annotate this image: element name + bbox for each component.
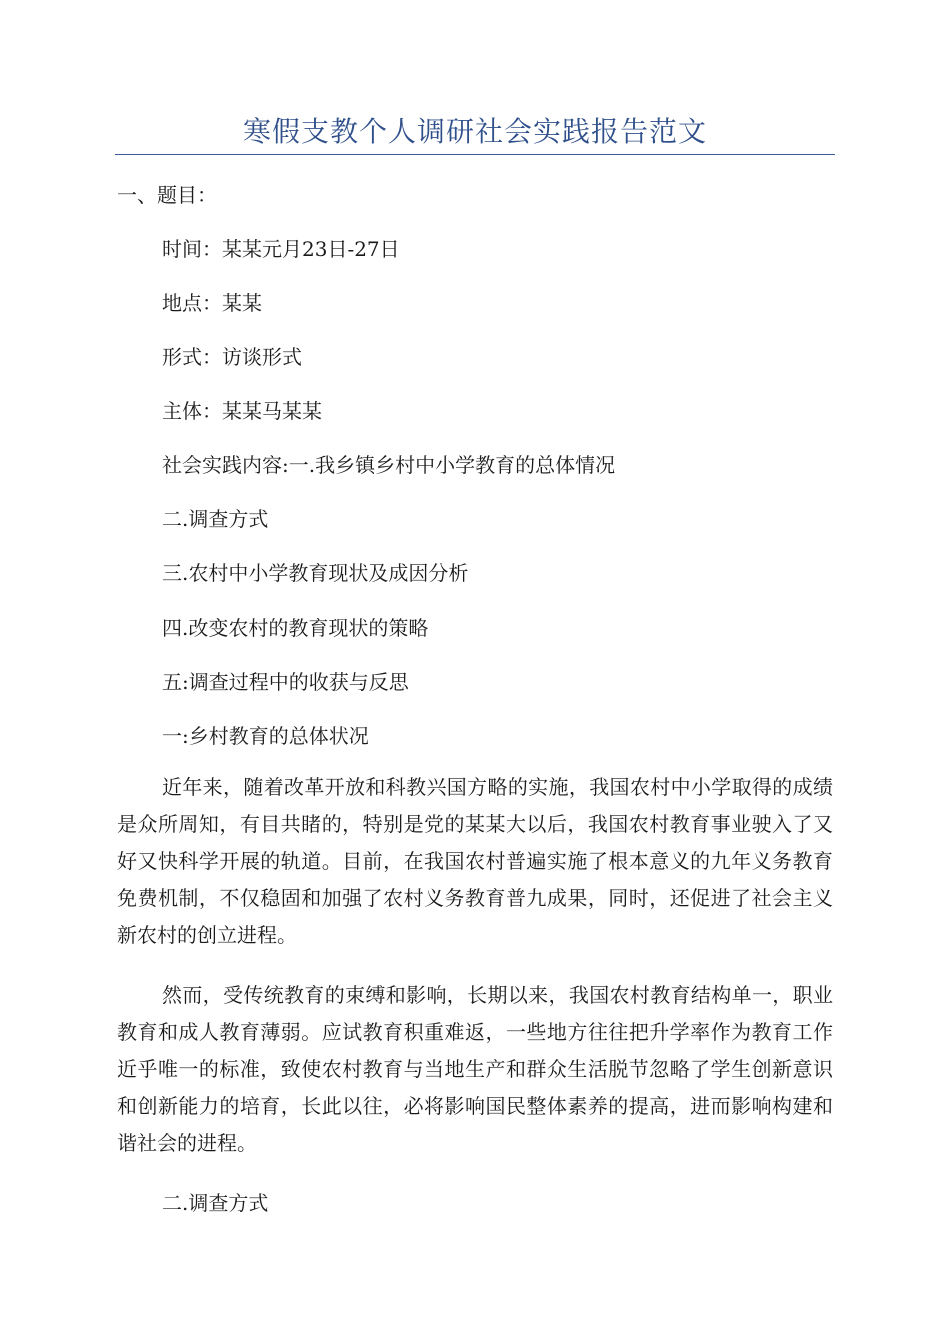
page-title: 寒假支教个人调研社会实践报告范文 (242, 115, 707, 148)
outline-item: 四.改变农村的教育现状的策略 (162, 616, 429, 640)
info-subject: 主体：某某马某某 (162, 399, 322, 423)
title-underline (115, 154, 835, 155)
outline-item: 二.调查方式 (162, 507, 269, 531)
section-heading: 二.调查方式 (162, 1191, 269, 1215)
info-time: 时间：某某元月23日-27日 (162, 237, 400, 261)
outline-item: 五:调查过程中的收获与反思 (162, 670, 409, 694)
body-paragraph: 近年来，随着改革开放和科教兴国方略的实施，我国农村中小学取得的成绩是众所周知，有目共睹的，特别是党的某某大以后，我国农村教育事业驶入了又好又快科学开展的轨道。目前，在我国农村普遍实施了根本意义的九年义务教育免费机制，不仅稳固和加强了农村义务教育普九成果，同时，还促进了社会主义新农村的创立进程。 (117, 775, 833, 947)
outline-item: 三.农村中小学教育现状及成因分析 (162, 561, 469, 585)
section-heading: 一:乡村教育的总体状况 (162, 724, 369, 748)
content-intro: 社会实践内容:一.我乡镇乡村中小学教育的总体情况 (162, 453, 616, 477)
body-paragraph: 然而，受传统教育的束缚和影响，长期以来，我国农村教育结构单一，职业教育和成人教育薄弱。应试教育积重难返，一些地方往往把升学率作为教育工作近乎唯一的标准，致使农村教育与当地生产和群众生活脱节忽略了学生创新意识和创新能力的培育，长此以往，必将影响国民整体素养的提高，进而影响构建和谐社会的进程。 (117, 983, 833, 1155)
info-place: 地点：某某 (162, 291, 262, 315)
heading-topic: 一、题目： (117, 183, 217, 207)
info-form: 形式：访谈形式 (162, 345, 302, 369)
